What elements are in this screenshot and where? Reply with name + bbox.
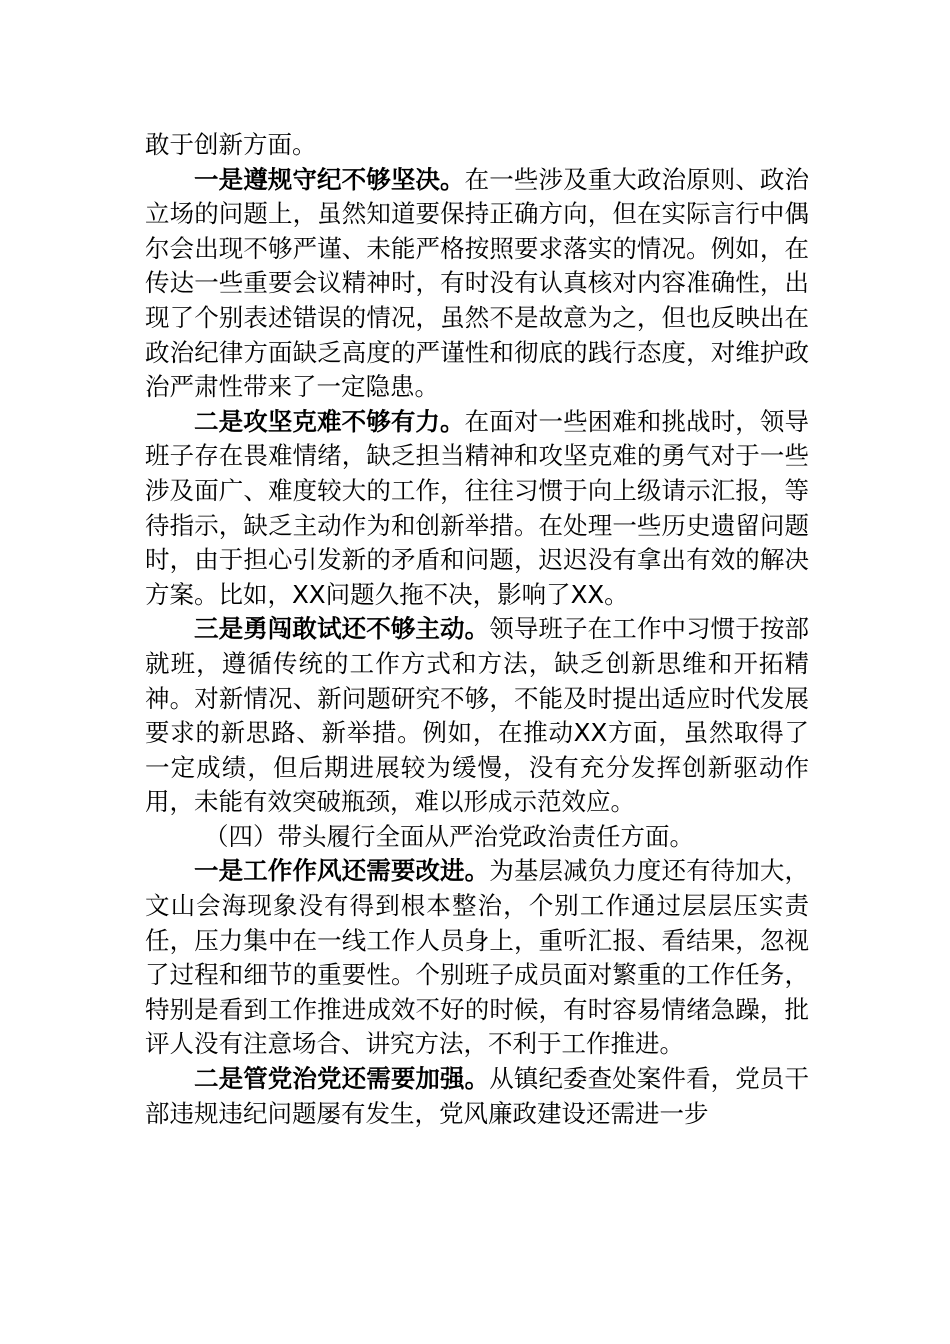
paragraph-lead: 一是遵规守纪不够坚决。 xyxy=(194,164,465,194)
paragraph-text: 在一些涉及重大政治原则、政治立场的问题上，虽然知道要保持正确方向，但在实际言行中偶尔会出现不够严谨、未能严格按照要求落实的情况。例如，在传达一些重要会议精神时，有时没有认真核对内容准确性，出现了个别表述错误的情况，虽然不是故意为之，但也反映出在政治纪律方面缺乏高度的严谨性和彻底的践行态度，对维护政治严肃性带来了一定隐患。 xyxy=(145,164,810,402)
section-heading xyxy=(145,820,809,855)
paragraph-continuation xyxy=(145,128,809,163)
paragraph-lead: 三是勇闯敢试还不够主动。 xyxy=(194,614,490,644)
paragraph-text: 从镇纪委查处案件看，党员干部违规违纪问题屡有发生，党风廉政建设还需进一步 xyxy=(145,1064,809,1128)
paragraph-text: 为基层减负力度还有待加大，文山会海现象没有得到根本整治，个别工作通过层层压实责任，压力集中在一线工作人员身上，重听汇报、看结果，忽视了过程和细节的重要性。个别班子成员面对繁重的工作任务，特别是看到工作推进成效不好的时候，有时容易情绪急躁，批评人没有注意场合、讲究方法，不利于工作推进。 xyxy=(145,856,809,1059)
paragraph-text: 在面对一些困难和挑战时，领导班子存在畏难情绪，缺乏担当精神和攻坚克难的勇气对于一些涉及面广、难度较大的工作，往往习惯于向上级请示汇报，等待指示，缺乏主动作为和创新举措。在处理一些历史遗留问题时，由于担心引发新的矛盾和问题，迟迟没有拿出有效的解决方案。比如，XX问题久拖不决，影响了XX。 xyxy=(145,406,810,609)
paragraph-discipline xyxy=(145,163,809,405)
paragraph-tackling-difficulties xyxy=(145,405,809,613)
section-heading-text: （四）带头履行全面从严治党政治责任方面。 xyxy=(204,821,694,851)
paragraph-text: 敢于创新方面。 xyxy=(145,130,317,159)
paragraph-work-style xyxy=(145,854,809,1062)
document-body xyxy=(145,128,809,1131)
paragraph-lead: 一是工作作风还需要改进。 xyxy=(194,856,490,886)
paragraph-text: 领导班子在工作中习惯于按部就班，遵循传统的工作方式和方法，缺乏创新思维和开拓精神。对新情况、新问题研究不够，不能及时提出适应时代发展要求的新思路、新举措。例如，在推动XX方面，虽然取得了一定成绩，但后期进展较为缓慢，没有充分发挥创新驱动作用，未能有效突破瓶颈，难以形成示范效应。 xyxy=(145,614,809,817)
paragraph-party-governance xyxy=(145,1062,809,1131)
paragraph-lead: 二是管党治党还需要加强。 xyxy=(194,1064,490,1094)
paragraph-lead: 二是攻坚克难不够有力。 xyxy=(194,406,465,436)
paragraph-innovation xyxy=(145,612,809,820)
